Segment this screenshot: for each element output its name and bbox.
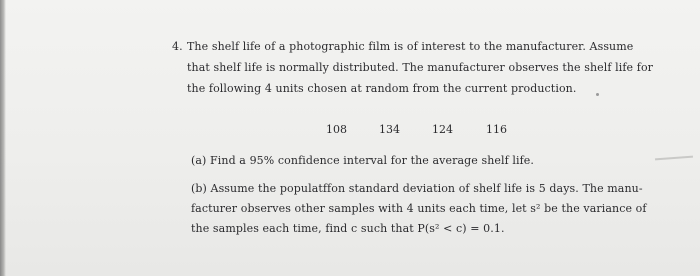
stray-dot-mark: [596, 93, 599, 96]
page-edge-shadow: [0, 0, 6, 276]
data-value-1: 108: [326, 123, 347, 136]
data-value-2: 134: [379, 123, 400, 136]
problem-number: 4.: [172, 40, 183, 53]
part-a-text: (a) Find a 95% confidence interval for the average shelf life.: [191, 154, 534, 167]
data-value-4: 116: [486, 123, 507, 136]
part-b-line-3: the samples each time, find c such that P(s² < c) = 0.1.: [191, 222, 505, 235]
intro-line-3: the following 4 units chosen at random from the current production.: [187, 82, 577, 95]
data-value-3: 124: [432, 123, 453, 136]
intro-line-2: that shelf life is normally distributed. The manufacturer observes the shelf life for: [187, 61, 654, 74]
part-b-line-2: facturer observes other samples with 4 units each time, let s² be the variance of: [191, 202, 647, 215]
intro-line-1: The shelf life of a photographic film is of interest to the manufacturer. Assume: [187, 40, 634, 53]
part-b-line-1: (b) Assume the populatffon standard deviation of shelf life is 5 days. The manu-: [191, 182, 643, 195]
